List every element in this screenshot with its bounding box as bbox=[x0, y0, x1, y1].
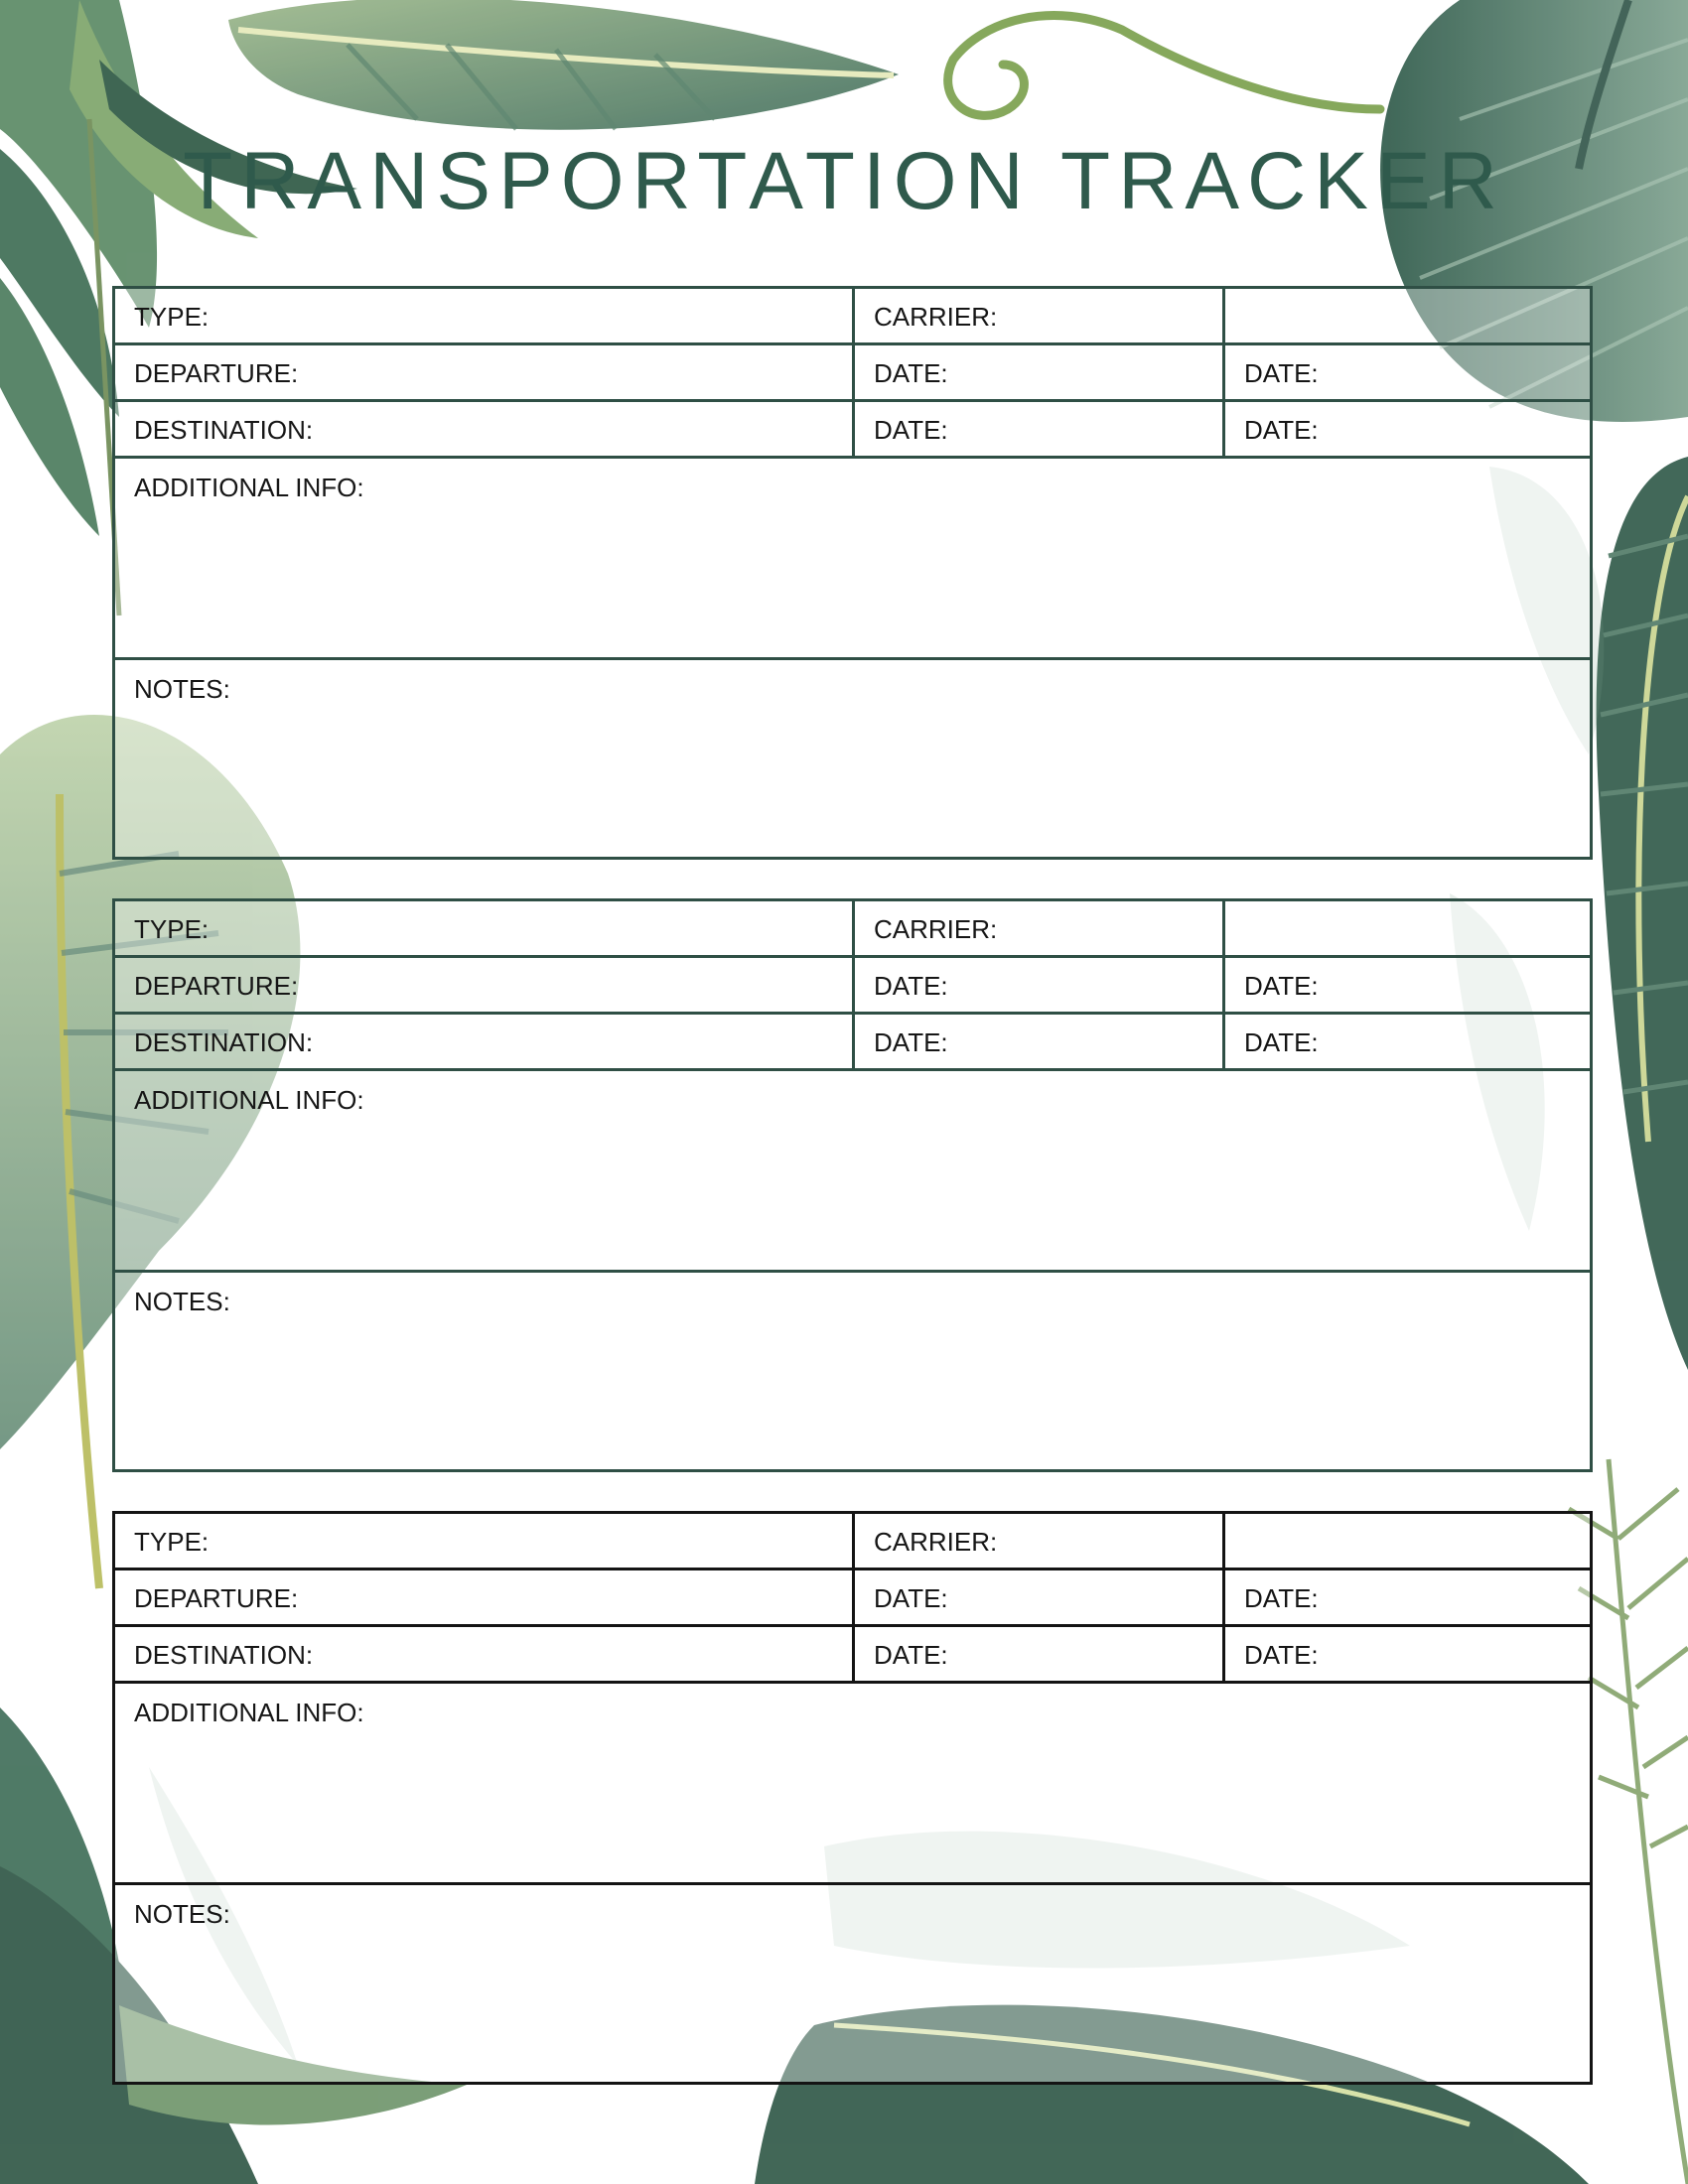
destination-field[interactable]: DESTINATION: bbox=[115, 1015, 855, 1068]
type-row bbox=[115, 901, 1590, 958]
type-field[interactable]: TYPE: bbox=[115, 901, 855, 955]
type-row bbox=[115, 289, 1590, 345]
type-field[interactable]: TYPE: bbox=[115, 289, 855, 342]
departure-date-2-field[interactable]: DATE: bbox=[1244, 358, 1319, 388]
departure-row bbox=[115, 1570, 1590, 1627]
destination-date-2-field[interactable]: DATE: bbox=[1244, 1027, 1319, 1057]
notes-field[interactable]: NOTES: bbox=[134, 1899, 230, 1929]
destination-date-field[interactable]: DATE: bbox=[855, 1015, 1225, 1068]
departure-field[interactable]: DEPARTURE: bbox=[115, 1570, 855, 1624]
departure-date-2-field[interactable]: DATE: bbox=[1244, 1583, 1319, 1613]
notes-field[interactable]: NOTES: bbox=[134, 1287, 230, 1316]
destination-row bbox=[115, 1015, 1590, 1071]
destination-date-2-field[interactable]: DATE: bbox=[1244, 415, 1319, 445]
departure-field[interactable]: DEPARTURE: bbox=[115, 958, 855, 1012]
top-banner-leaf bbox=[228, 0, 899, 130]
right-banana-leaf bbox=[1597, 457, 1688, 1370]
departure-date-2-field[interactable]: DATE: bbox=[1244, 971, 1319, 1001]
carrier-field[interactable]: CARRIER: bbox=[855, 1514, 1225, 1568]
carrier-value-field[interactable] bbox=[1225, 901, 1593, 955]
transport-entry-1 bbox=[112, 286, 1593, 860]
transport-entry-3 bbox=[112, 1511, 1593, 2085]
carrier-value-field[interactable] bbox=[1225, 1514, 1593, 1568]
destination-date-2-field[interactable]: DATE: bbox=[1244, 1640, 1319, 1670]
tendril-curl bbox=[948, 16, 1380, 116]
departure-date-field[interactable]: DATE: bbox=[855, 958, 1225, 1012]
departure-row bbox=[115, 958, 1590, 1015]
destination-date-field[interactable]: DATE: bbox=[855, 1627, 1225, 1681]
destination-field[interactable]: DESTINATION: bbox=[115, 402, 855, 456]
departure-field[interactable]: DEPARTURE: bbox=[115, 345, 855, 399]
type-row bbox=[115, 1514, 1590, 1570]
destination-date-field[interactable]: DATE: bbox=[855, 402, 1225, 456]
destination-field[interactable]: DESTINATION: bbox=[115, 1627, 855, 1681]
carrier-field[interactable]: CARRIER: bbox=[855, 901, 1225, 955]
additional-info-field[interactable]: ADDITIONAL INFO: bbox=[115, 459, 1590, 660]
transport-entry-2 bbox=[112, 898, 1593, 1472]
carrier-field[interactable]: CARRIER: bbox=[855, 289, 1225, 342]
carrier-value-field[interactable] bbox=[1225, 289, 1593, 342]
departure-row bbox=[115, 345, 1590, 402]
destination-row bbox=[115, 1627, 1590, 1684]
additional-info-field[interactable]: ADDITIONAL INFO: bbox=[115, 1684, 1590, 1885]
destination-row bbox=[115, 402, 1590, 459]
departure-date-field[interactable]: DATE: bbox=[855, 345, 1225, 399]
departure-date-field[interactable]: DATE: bbox=[855, 1570, 1225, 1624]
type-field[interactable]: TYPE: bbox=[115, 1514, 855, 1568]
page-title: TRANSPORTATION TRACKER bbox=[183, 136, 1505, 226]
notes-field[interactable]: NOTES: bbox=[134, 674, 230, 704]
additional-info-field[interactable]: ADDITIONAL INFO: bbox=[115, 1071, 1590, 1273]
